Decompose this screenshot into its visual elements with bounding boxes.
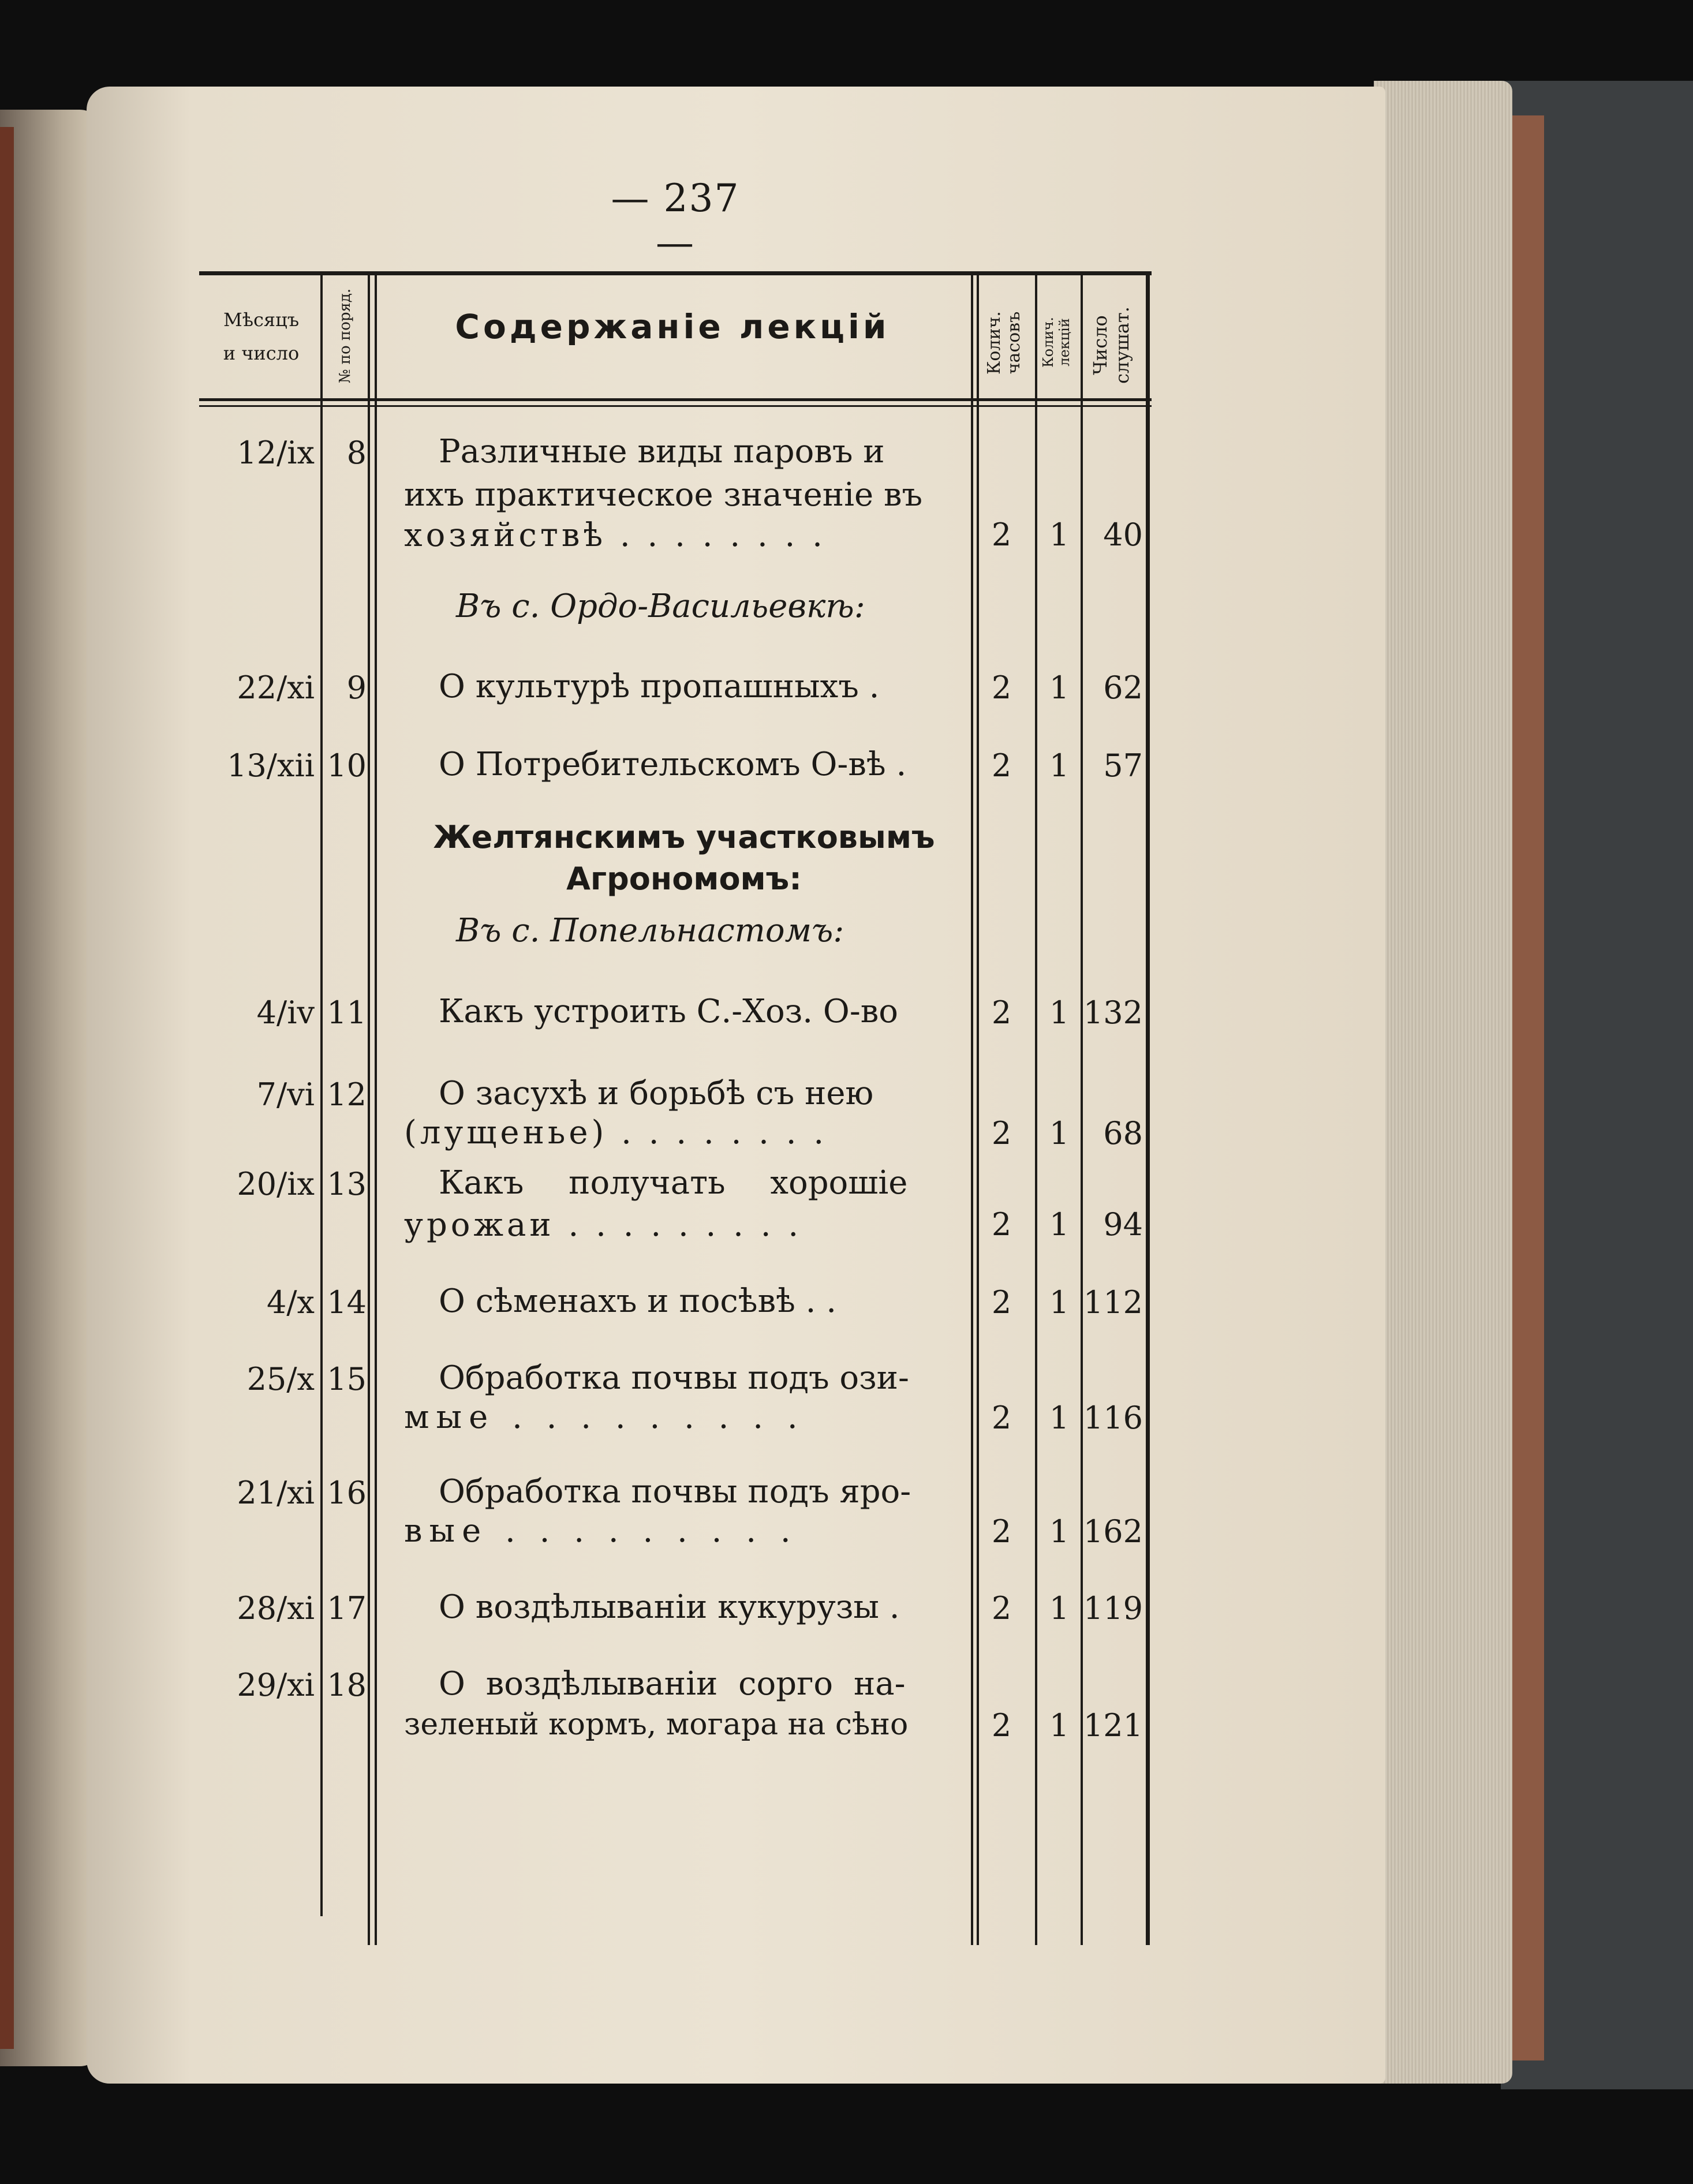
- row-18-month: 29/xi: [237, 1667, 315, 1703]
- section-popelnastoe: Въ с. Попельнастомъ:: [456, 912, 844, 949]
- row-15-number: 15: [327, 1361, 367, 1397]
- row-14-number: 14: [327, 1284, 367, 1321]
- row-8-line-1: Различные виды паровъ и: [439, 433, 885, 470]
- row-9-line-1: О культурѣ пропашныхъ .: [439, 668, 880, 705]
- row-13-line-1: Какъ получать хорошіе: [439, 1164, 908, 1202]
- row-17-hours: 2: [991, 1590, 1012, 1626]
- col-divider-2b: [375, 271, 377, 1945]
- row-12-lectures: 1: [1049, 1115, 1070, 1151]
- row-9-number: 9: [346, 670, 367, 706]
- month-header: [205, 309, 317, 364]
- row-8-lectures: 1: [1049, 517, 1070, 553]
- row-16-hours: 2: [991, 1513, 1012, 1550]
- listeners-header-line-2: слушат.: [1111, 306, 1133, 384]
- row-10-month: 13/xii: [227, 747, 315, 784]
- row-17-listeners: 119: [1083, 1590, 1143, 1626]
- hours-header: [985, 288, 1024, 398]
- row-17-month: 28/xi: [237, 1590, 315, 1626]
- row-18-lectures: 1: [1049, 1707, 1070, 1744]
- row-9-month: 22/xi: [237, 670, 315, 706]
- page-number: — 237 —: [611, 176, 740, 265]
- row-10-number: 10: [327, 747, 367, 784]
- row-13-hours: 2: [991, 1206, 1012, 1243]
- row-11-lectures: 1: [1049, 994, 1070, 1031]
- row-14-month: 4/x: [266, 1284, 315, 1321]
- row-12-line-2: (лущенье) . . . . . . . .: [404, 1114, 828, 1151]
- section-ordo-vasilyevka: Въ с. Ордо-Васильевкѣ:: [456, 588, 865, 625]
- right-cover-edge: [1509, 115, 1544, 2060]
- row-17-lectures: 1: [1049, 1590, 1070, 1626]
- row-18-line-2: зеленый кормъ, могара на сѣно: [404, 1707, 909, 1742]
- row-10-hours: 2: [991, 747, 1012, 784]
- section-agronomist-line-2: Агрономомъ:: [566, 861, 802, 897]
- row-16-number: 16: [327, 1475, 367, 1511]
- row-10-lectures: 1: [1049, 747, 1070, 784]
- row-8-hours: 2: [991, 517, 1012, 553]
- row-11-hours: 2: [991, 994, 1012, 1031]
- table-top-rule: [199, 271, 1152, 275]
- lectures-header: [1040, 293, 1072, 391]
- row-15-line-2: мые . . . . . . . . .: [404, 1398, 805, 1436]
- row-11-month: 4/iv: [256, 994, 315, 1031]
- lectures-header-line-2: лекцій: [1056, 318, 1072, 367]
- col-divider-1: [320, 271, 323, 1916]
- row-10-line-1: О Потребительскомъ О-вѣ .: [439, 746, 907, 783]
- row-8-number: 8: [346, 435, 367, 471]
- row-9-lectures: 1: [1049, 670, 1070, 706]
- row-13-listeners: 94: [1103, 1206, 1143, 1243]
- listeners-header-line-1: Число: [1089, 315, 1111, 375]
- row-16-listeners: 162: [1083, 1513, 1143, 1550]
- row-14-listeners: 112: [1083, 1284, 1143, 1321]
- row-13-month: 20/ix: [237, 1166, 315, 1202]
- row-10-listeners: 57: [1103, 747, 1143, 784]
- row-14-lectures: 1: [1049, 1284, 1070, 1321]
- row-15-listeners: 116: [1083, 1400, 1143, 1436]
- title-header: Содержаніе лекцій: [455, 307, 890, 346]
- row-12-listeners: 68: [1103, 1115, 1143, 1151]
- row-15-month: 25/x: [246, 1361, 315, 1397]
- col-divider-2a: [368, 271, 370, 1945]
- col-divider-3a: [971, 271, 973, 1945]
- row-18-line-1: О воздѣлываніи сорго на-: [439, 1665, 906, 1703]
- table-right-rule: [1146, 271, 1150, 1945]
- section-agronomist-line-1: Желтянскимъ участковымъ: [433, 819, 935, 855]
- row-15-line-1: Обработка почвы подъ ози-: [439, 1359, 909, 1397]
- section-agronomist: [398, 817, 970, 900]
- row-18-hours: 2: [991, 1707, 1012, 1744]
- page-block-edges: [1374, 81, 1512, 2084]
- hours-header-line-2: часовъ: [1004, 311, 1024, 375]
- hours-header-line-1: Колич.: [984, 311, 1004, 375]
- row-9-hours: 2: [991, 670, 1012, 706]
- row-12-month: 7/vi: [256, 1076, 315, 1113]
- row-15-hours: 2: [991, 1400, 1012, 1436]
- row-14-hours: 2: [991, 1284, 1012, 1321]
- listeners-header: [1089, 290, 1133, 400]
- row-13-lectures: 1: [1049, 1206, 1070, 1243]
- row-17-number: 17: [327, 1590, 367, 1626]
- row-9-listeners: 62: [1103, 670, 1143, 706]
- month-header-line-2: и число: [223, 342, 300, 364]
- row-11-line-1: Какъ устроить С.-Хоз. О-во: [439, 993, 898, 1030]
- row-11-listeners: 132: [1083, 994, 1143, 1031]
- row-8-line-3: хозяйствѣ . . . . . . . .: [404, 517, 826, 554]
- row-12-number: 12: [327, 1076, 367, 1113]
- left-cover-edge: [0, 127, 14, 2049]
- row-16-lectures: 1: [1049, 1513, 1070, 1550]
- row-18-listeners: 121: [1083, 1707, 1143, 1744]
- month-header-line-1: Мѣсяцъ: [223, 309, 300, 331]
- row-18-number: 18: [327, 1667, 367, 1703]
- col-divider-4: [1035, 271, 1037, 1945]
- row-12-line-1: О засухѣ и борьбѣ съ нею: [439, 1075, 874, 1112]
- row-8-month: 12/ix: [237, 435, 315, 471]
- row-15-lectures: 1: [1049, 1400, 1070, 1436]
- row-17-line-1: О воздѣлываніи кукурузы .: [439, 1588, 900, 1626]
- table-header-rule: [199, 398, 1152, 401]
- row-12-hours: 2: [991, 1115, 1012, 1151]
- lectures-header-line-1: Колич.: [1040, 317, 1056, 368]
- row-14-line-1: О сѣменахъ и посѣвѣ . .: [439, 1282, 837, 1320]
- num-header: № по поряд.: [337, 288, 354, 384]
- row-8-listeners: 40: [1103, 517, 1143, 553]
- row-13-number: 13: [327, 1166, 367, 1202]
- table-header-rule-2: [199, 405, 1152, 407]
- row-16-line-1: Обработка почвы подъ яро-: [439, 1473, 911, 1510]
- row-16-month: 21/xi: [237, 1475, 315, 1511]
- row-13-line-2: урожаи . . . . . . . . .: [404, 1206, 802, 1244]
- row-16-line-2: вые . . . . . . . . .: [404, 1512, 798, 1550]
- row-11-number: 11: [327, 994, 367, 1031]
- row-8-line-2: ихъ практическое значеніе въ: [404, 476, 923, 514]
